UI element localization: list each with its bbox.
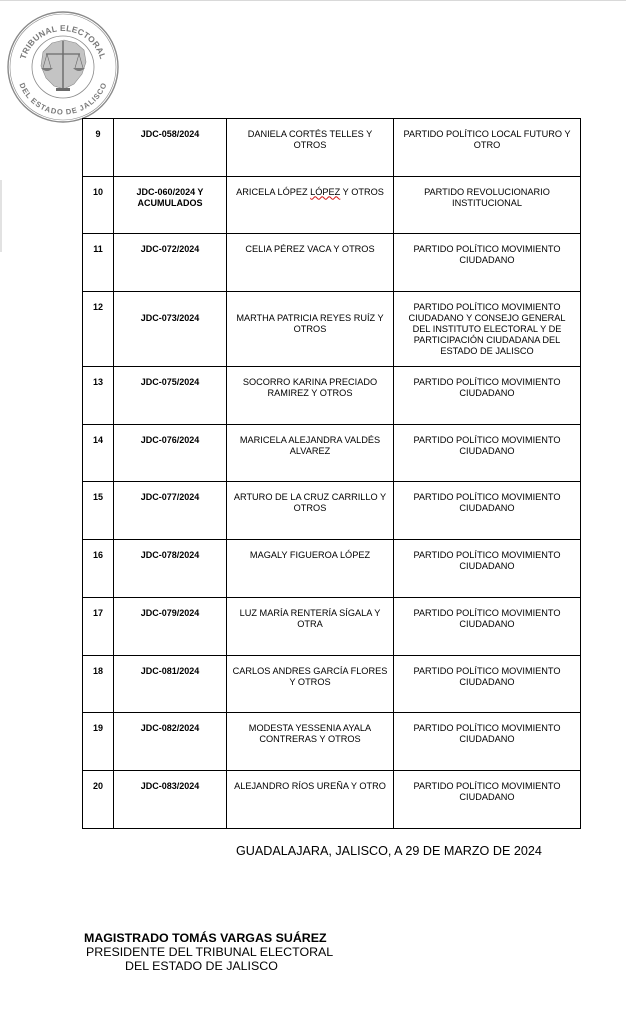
row-number: 13 <box>92 377 103 388</box>
case-number: JDC-082/2024 <box>140 723 200 734</box>
row-number: 17 <box>92 607 103 618</box>
table-row <box>83 292 581 367</box>
case-number: JDC-073/2024 <box>140 313 200 324</box>
signer-name: MAGISTRADO TOMÁS VARGAS SUÁREZ <box>84 931 327 945</box>
claimant-name-part: ARICELA LÓPEZ <box>236 186 311 197</box>
claimant-name <box>227 177 393 198</box>
responsible-party: PARTIDO POLÍTICO MOVIMIENTO CIUDADANO <box>413 550 561 572</box>
responsible-party: PARTIDO POLÍTICO MOVIMIENTO CIUDADANO <box>413 665 561 687</box>
claimant-name: CELIA PÉREZ VACA Y OTROS <box>245 244 375 255</box>
responsible-party: PARTIDO POLÍTICO MOVIMIENTO CIUDADANO <box>413 244 561 266</box>
claimant-name: CARLOS ANDRES GARCÍA FLORES Y OTROS <box>232 665 388 687</box>
claimant-name-part: Y OTROS <box>340 186 384 197</box>
row-number: 16 <box>92 550 103 561</box>
case-number: JDC-076/2024 <box>140 434 200 445</box>
row-number: 11 <box>93 244 103 255</box>
table-row <box>83 655 581 713</box>
row-number: 12 <box>92 302 103 313</box>
row-number: 14 <box>92 434 103 445</box>
case-number: JDC-072/2024 <box>140 244 200 255</box>
seal-top-text: TRIBUNAL ELECTORAL <box>17 22 109 61</box>
tribunal-seal-logo <box>6 10 120 124</box>
claimant-name: MARTHA PATRICIA REYES RUÍZ Y OTROS <box>236 313 384 335</box>
table-row <box>83 424 581 482</box>
spellcheck-flagged-word: LÓPEZ <box>310 186 341 197</box>
row-number: 18 <box>92 665 103 676</box>
claimant-name: ALEJANDRO RÍOS UREÑA Y OTRO <box>234 780 386 791</box>
table-row <box>83 540 581 598</box>
case-number: JDC-078/2024 <box>140 550 200 561</box>
table-row <box>83 119 581 177</box>
responsible-party: PARTIDO POLÍTICO MOVIMIENTO CIUDADANO <box>413 780 561 802</box>
case-number: JDC-060/2024 Y ACUMULADOS <box>136 186 204 208</box>
row-number: 20 <box>92 780 103 791</box>
responsible-party: PARTIDO POLÍTICO MOVIMIENTO CIUDADANO <box>413 723 561 745</box>
table-row <box>83 597 581 655</box>
claimant-name: LUZ MARÍA RENTERÍA SÍGALA Y OTRA <box>239 607 381 629</box>
claimant-name: MARICELA ALEJANDRA VALDÉS ALVAREZ <box>239 434 381 456</box>
responsible-party: PARTIDO POLÍTICO MOVIMIENTO CIUDADANO <box>413 492 561 514</box>
responsible-party: PARTIDO POLÍTICO MOVIMIENTO CIUDADANO <box>413 607 561 629</box>
case-number: JDC-077/2024 <box>140 492 200 503</box>
seal-bottom-text: DEL ESTADO DE JALISCO <box>17 81 109 117</box>
responsible-party: PARTIDO POLÍTICO LOCAL FUTURO Y OTRO <box>403 129 571 150</box>
signer-role: PRESIDENTE DEL TRIBUNAL ELECTORAL <box>86 945 334 959</box>
row-number: 15 <box>92 492 103 503</box>
table-row <box>83 176 581 234</box>
responsible-party: PARTIDO POLÍTICO MOVIMIENTO CIUDADANO <box>413 434 561 456</box>
row-number: 10 <box>92 186 103 197</box>
responsible-party: PARTIDO REVOLUCIONARIO INSTITUCIONAL <box>424 186 550 208</box>
case-number: JDC-075/2024 <box>140 377 200 388</box>
responsible-party: PARTIDO POLÍTICO MOVIMIENTO CIUDADANO Y CONSEJO GENERAL DEL INSTITUTO ELECTORAL Y DE PARTICIPACIÓN CIUDADANA DEL ESTADO DE JALISCO <box>408 302 566 357</box>
case-number: JDC-079/2024 <box>140 607 200 618</box>
table-row <box>83 713 581 771</box>
signer-role: DEL ESTADO DE JALISCO <box>125 959 278 973</box>
page-top-edge <box>0 0 626 1</box>
row-number: 9 <box>95 129 101 139</box>
table-row <box>83 367 581 425</box>
case-number: JDC-081/2024 <box>140 665 200 676</box>
claimant-name: SOCORRO KARINA PRECIADO RAMIREZ Y OTROS <box>242 377 378 399</box>
claimant-name: ARTURO DE LA CRUZ CARRILLO Y OTROS <box>233 492 387 514</box>
table-row <box>83 482 581 540</box>
claimant-name: DANIELA CORTÉS TELLES Y OTROS <box>247 129 373 150</box>
case-number: JDC-083/2024 <box>140 780 200 791</box>
expedientes-table <box>82 118 581 829</box>
signature-block <box>84 931 333 973</box>
case-number: JDC-058/2024 <box>140 129 200 139</box>
claimant-name: MODESTA YESSENIA AYALA CONTRERAS Y OTROS <box>248 723 372 745</box>
table-row <box>83 770 581 828</box>
scan-mark <box>0 180 2 252</box>
claimant-name: MAGALY FIGUEROA LÓPEZ <box>249 550 371 561</box>
responsible-party: PARTIDO POLÍTICO MOVIMIENTO CIUDADANO <box>413 377 561 399</box>
row-number: 19 <box>92 723 103 734</box>
place-date: GUADALAJARA, JALISCO, A 29 DE MARZO DE 2024 <box>236 844 542 858</box>
table-row <box>83 234 581 292</box>
